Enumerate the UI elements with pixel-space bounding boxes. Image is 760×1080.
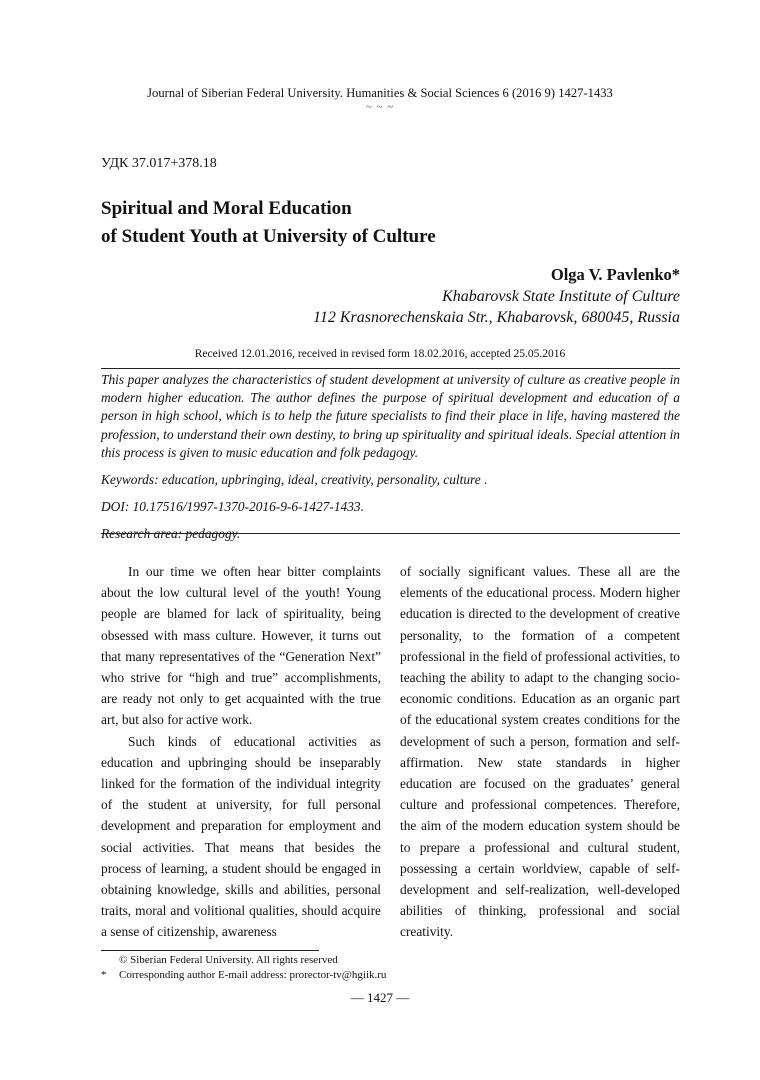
paper-title — [101, 195, 436, 251]
abstract-bottom-rule — [101, 533, 680, 534]
corresponding-text: Corresponding author E-mail address: prorector-tv@hgiik.ru — [119, 969, 387, 981]
abstract-text: This paper analyzes the characteristics of student development at university of culture as creative people in modern higher education. The author defines the purpose of spiritual development and education of a person in high school, which is to help the future specialists to find their place in life, having mastered the profession, to understand their own destiny, to bring up spirituality and spiritual ideals. Special attention in this process is given to music education and folk pedagogy. — [101, 372, 680, 460]
title-line-2: of Student Youth at University of Culture — [101, 226, 436, 247]
copyright-text: © Siberian Federal University. All rights reserved — [119, 954, 338, 966]
footnote-corresponding — [101, 968, 386, 983]
footnote-mark: * — [101, 969, 107, 981]
paragraph: In our time we often hear bitter complaints about the low cultural level of the youth! Young people are blamed for lack of spirituality, being obsessed with mass culture. However, it turns out that many representatives of the “Generation Next” who strive for “high and true” accomplishments, are ready not only to get acquainted with the true art, but also for active work. — [101, 564, 381, 728]
journal-header: Journal of Siberian Federal University. Humanities & Social Sciences 6 (2016 9) 1427-1433 — [147, 86, 613, 100]
title-line-1: Spiritual and Moral Education — [101, 198, 352, 219]
abstract-top-rule — [101, 368, 680, 369]
page-number: — 1427 — — [350, 990, 410, 1005]
research-area: Research area: pedagogy. — [101, 526, 241, 542]
abstract-block — [101, 371, 680, 544]
author-name: Olga V. Pavlenko* — [550, 265, 680, 284]
received-dates: Received 12.01.2016, received in revised form 18.02.2016, accepted 25.05.2016 — [194, 348, 566, 360]
paragraph: Such kinds of educational activities as education and upbringing should be inseparably linked for the formation of the individual integrity of the student at university, for full personal development and preparation for employment and social activities. That means that besides the process of learning, a student should be engaged in obtaining knowledge, skills and abilities, personal traits, moral and volitional qualities, should acquire a sense of citizenship, awareness — [101, 733, 381, 940]
doi: DOI: 10.17516/1997-1370-2016-9-6-1427-1433. — [101, 499, 364, 515]
footnotes — [101, 953, 386, 983]
body-columns — [101, 561, 680, 943]
footnote-rule — [101, 950, 319, 951]
header-ornament: ~ ~ ~ — [365, 101, 395, 113]
footnote-copyright — [101, 953, 386, 968]
right-column — [400, 561, 680, 943]
paragraph: of socially significant values. These all are the elements of the educational process. Modern higher education is directed to the development of creative personality, to the formation of a competent professional in the field of professional activities, to teaching the ability to adapt to the changing socio-economic conditions. Education as an organic part of the educational system creates conditions for the development of such a person, formation and self-affirmation. New state standards in higher education are focused on the graduates’ general culture and professional competences. Therefore, the aim of the modern education system should be to prepare a professional and cultural student, possessing a certain worldview, capable of self-development and self-realization, well-developed abilities of thinking, professional and social creativity. — [400, 564, 680, 940]
author-address: 112 Krasnorechenskaia Str., Khabarovsk, 680045, Russia — [313, 309, 680, 326]
author-institution: Khabarovsk State Institute of Culture — [442, 288, 680, 305]
author-block — [120, 264, 680, 328]
udk-code: УДК 37.017+378.18 — [101, 156, 217, 171]
keywords: Keywords: education, upbringing, ideal, creativity, personality, culture . — [101, 472, 488, 488]
left-column — [101, 561, 381, 943]
